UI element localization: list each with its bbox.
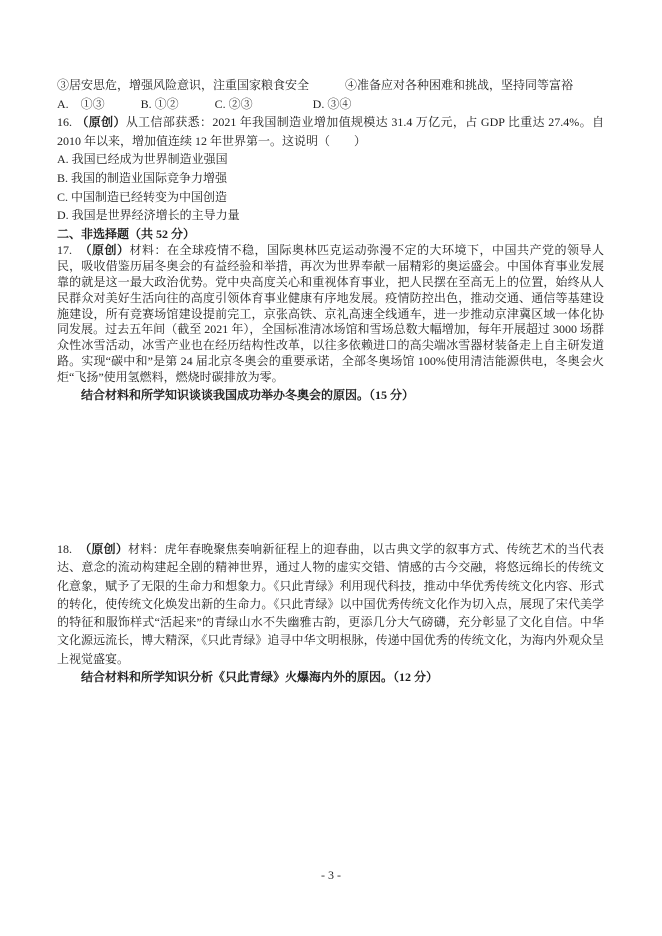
question-18-prompt: 结合材料和所学知识分析《只此青绿》火爆海内外的原因。（12 分） bbox=[81, 670, 439, 685]
question-16-option-a: A. 我国已经成为世界制造业强国 bbox=[57, 152, 228, 167]
question-16-option-d: D. 我国是世界经济增长的主导力量 bbox=[57, 208, 240, 223]
question-17-prompt: 结合材料和所学知识谈谈我国成功举办冬奥会的原因。（15 分） bbox=[81, 387, 415, 402]
question-16-stem bbox=[57, 113, 604, 150]
question-17-original-tag: （原创） bbox=[79, 243, 130, 258]
question-18-original-tag: （原创） bbox=[79, 542, 129, 556]
question-16-option-c: C. 中国制造已经转变为中国创造 bbox=[57, 189, 228, 204]
question-18-number: 18. bbox=[57, 542, 72, 556]
question-15-options-line: ③居安思危，增强风险意识，注重国家粮食安全 ④准备应对各种困难和挑战，坚持同等富裕 bbox=[57, 78, 574, 92]
question-17-material bbox=[57, 243, 604, 385]
page-upper-content bbox=[57, 76, 604, 404]
question-16-original-tag: （原创） bbox=[76, 115, 126, 130]
section-2-title: 二、非选择题（共 52 分） bbox=[57, 226, 196, 241]
question-16-stem-text: 从工信部获悉：2021 年我国制造业增加值规模达 31.4 万亿元，占 GDP 比重达 27.4%。自 2010 年以来，增加值连续 12 年世界第一。这说明（ ） bbox=[57, 115, 604, 148]
page-number: - 3 - bbox=[321, 868, 341, 882]
question-15-answer-choices: A. ①③ B. ①② C. ②③ D. ③④ bbox=[57, 96, 352, 111]
question-16-option-b: B. 我国的制造业国际竞争力增强 bbox=[57, 170, 228, 185]
question-18-material bbox=[57, 540, 604, 668]
question-17-material-text: 材料：在全球疫情不稳，国际奥林匹克运动弥漫不定的大环境下，中国共产党的领导人民，吸收借鉴历届冬奥会的有益经验和举措，再次为世界奉献一届精彩的奥运盛会。中国体育事业发展靠的就是这一最大政治优势。党中央高度关心和重视体育事业，把人民摆在至高无上的位置，始终从人民群众对美好生活向往的高度引领体育事业健康有序地发展。疫情防控出色，推动交通、通信等基建设施建设，所有竞赛场馆建设提前完工，京张高铁、京礼高速全线通车，进一步推动京津冀区域一体化协同发展。过去五年间（截至 2021 年），全国标准清冰场馆和雪场总数大幅增加，每年开展超过 3000 场群众性冰雪活动，冰雪产业也在经历结构性改革，以往多依赖进口的高尖端冰雪器材装备走上自主研发道路。实现“碳中和”是第 24 届北京冬奥会的重要承诺，全部冬奥场馆 100%使用清洁能源供电，冬奥会火炬“飞扬”使用氢燃料，燃烧时碳排放为零。 bbox=[57, 243, 604, 384]
question-18-material-text: 材料：虎年春晚聚焦奏响新征程上的迎春曲，以古典文学的叙事方式、传统艺术的当代表达、意念的流动构建起全剧的精神世界，通过人物的虚实交错、情感的古今交融，将悠远绵长的传统文化意象，赋予了无限的生命力和想象力。《只此青绿》利用现代科技，推动中华优秀传统文化内容、形式的转化，使传统文化焕发出新的生命力。《只此青绿》以中国优秀传统文化作为切入点，展现了宋代美学的特征和服饰样式“活起来”的青绿山水不失幽雅古韵，更添几分大气磅礴，充分彰显了文化自信。中华文化源远流长，博大精深，《只此青绿》追寻中华文明根脉，传递中国优秀的传统文化，为海内外观众呈上视觉盛宴。 bbox=[57, 542, 604, 666]
question-17-number: 17. bbox=[57, 243, 72, 258]
question-16-number: 16. bbox=[57, 115, 72, 130]
question-18-block bbox=[57, 540, 604, 686]
